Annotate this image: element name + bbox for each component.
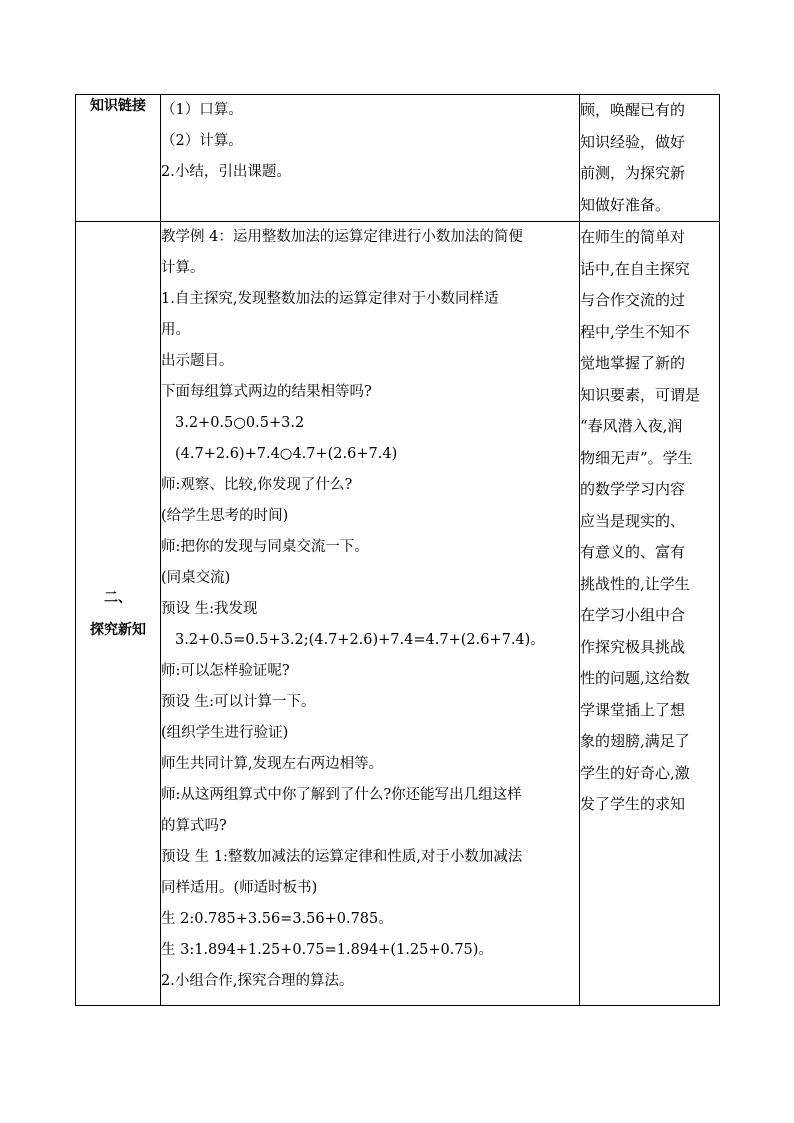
stage-cell bbox=[76, 222, 161, 1006]
content-line: 计算。 bbox=[161, 260, 205, 276]
content-cell bbox=[161, 95, 580, 222]
content-line: 1.自主探究,发现整数加法的运算定律对于小数同样适 bbox=[161, 291, 499, 307]
design-note-cell bbox=[580, 95, 720, 222]
note-line: 话中,在自主探究 bbox=[580, 259, 690, 278]
lesson-plan-table bbox=[75, 94, 720, 1006]
equation-line: 3.2+0.5=0.5+3.2;(4.7+2.6)+7.4=4.7+(2.6+7.4)。 bbox=[175, 632, 545, 648]
note-line: 性的问题,这给数 bbox=[580, 669, 690, 687]
note-line: 知识要素，可谓是 bbox=[580, 385, 701, 404]
content-line: 师:可以怎样验证呢? bbox=[161, 663, 290, 679]
equation-line: 3.2+0.5○0.5+3.2 bbox=[175, 415, 305, 431]
note-line: 顾，唤醒已有的 bbox=[580, 101, 686, 119]
note-line: 物细无声”。学生 bbox=[580, 448, 693, 467]
note-line: 应当是现实的、 bbox=[580, 511, 686, 530]
note-line: 学课堂插上了想 bbox=[580, 700, 686, 719]
content-line: 预设 生:我发现 bbox=[161, 601, 258, 617]
content-line: 的算式吗? bbox=[161, 818, 227, 834]
content-line: 出示题目。 bbox=[161, 353, 234, 369]
content-line: 教学例 4：运用整数加法的运算定律进行小数加法的简便 bbox=[161, 229, 523, 245]
content-line: 预设 生 1:整数加减法的运算定律和性质,对于小数加减法 bbox=[161, 849, 523, 865]
note-line: 挑战性的,让学生 bbox=[580, 574, 690, 593]
content-line: 预设 生:可以计算一下。 bbox=[161, 694, 316, 710]
note-line: 发了学生的求知 bbox=[580, 795, 686, 813]
note-line: “春风潜入夜,润 bbox=[580, 417, 683, 435]
content-line: 师生共同计算,发现左右两边相等。 bbox=[161, 756, 384, 772]
content-line: 生 2:0.785+3.56=3.56+0.785。 bbox=[161, 911, 393, 927]
content-line: (同桌交流) bbox=[161, 570, 231, 586]
note-line: 有意义的、富有 bbox=[580, 543, 686, 561]
table-row bbox=[76, 222, 720, 1006]
content-line: 师:从这两组算式中你了解到了什么?你还能写出几组这样 bbox=[161, 787, 522, 803]
note-line: 程中,学生不知不 bbox=[580, 322, 690, 341]
note-line: 的数学学习内容 bbox=[580, 480, 686, 498]
stage-title: 探究新知 bbox=[90, 621, 146, 638]
content-line: 用。 bbox=[161, 322, 190, 338]
content-line: （1）口算。 bbox=[161, 102, 243, 118]
content-line: 2.小组合作,探究合理的算法。 bbox=[161, 973, 354, 989]
content-line: 下面每组算式两边的结果相等吗? bbox=[161, 384, 372, 400]
equation-line: (4.7+2.6)+7.4○4.7+(2.6+7.4) bbox=[175, 446, 398, 462]
stage-cell bbox=[76, 95, 161, 222]
note-line: 前测，为探究新 bbox=[580, 164, 686, 182]
note-line: 在师生的简单对 bbox=[580, 228, 686, 246]
table-row bbox=[76, 95, 720, 222]
note-line: 知识经验，做好 bbox=[580, 132, 686, 151]
stage-number: 二、 bbox=[104, 589, 132, 606]
content-line: 同样适用。(师适时板书) bbox=[161, 880, 318, 896]
content-line: (给学生思考的时间) bbox=[161, 508, 289, 524]
stage-title: 知识链接 bbox=[90, 98, 146, 114]
note-line: 作探究极具挑战 bbox=[580, 637, 686, 656]
note-line: 与合作交流的过 bbox=[580, 291, 686, 309]
content-line: (组织学生进行验证) bbox=[161, 725, 289, 741]
note-line: 在学习小组中合 bbox=[580, 606, 686, 624]
content-line: 2.小结，引出课题。 bbox=[161, 164, 291, 180]
content-line: 师:把你的发现与同桌交流一下。 bbox=[161, 539, 369, 555]
note-line: 觉地掌握了新的 bbox=[580, 354, 686, 372]
note-line: 知做好准备。 bbox=[580, 195, 671, 214]
content-line: （2）计算。 bbox=[161, 133, 243, 149]
design-note-cell bbox=[580, 222, 720, 1006]
content-line: 师:观察、比较,你发现了什么? bbox=[161, 477, 353, 493]
content-cell bbox=[161, 222, 580, 1006]
note-line: 学生的好奇心,激 bbox=[580, 763, 690, 782]
content-line: 生 3:1.894+1.25+0.75=1.894+(1.25+0.75)。 bbox=[161, 942, 493, 958]
note-line: 象的翅膀,满足了 bbox=[580, 732, 690, 750]
